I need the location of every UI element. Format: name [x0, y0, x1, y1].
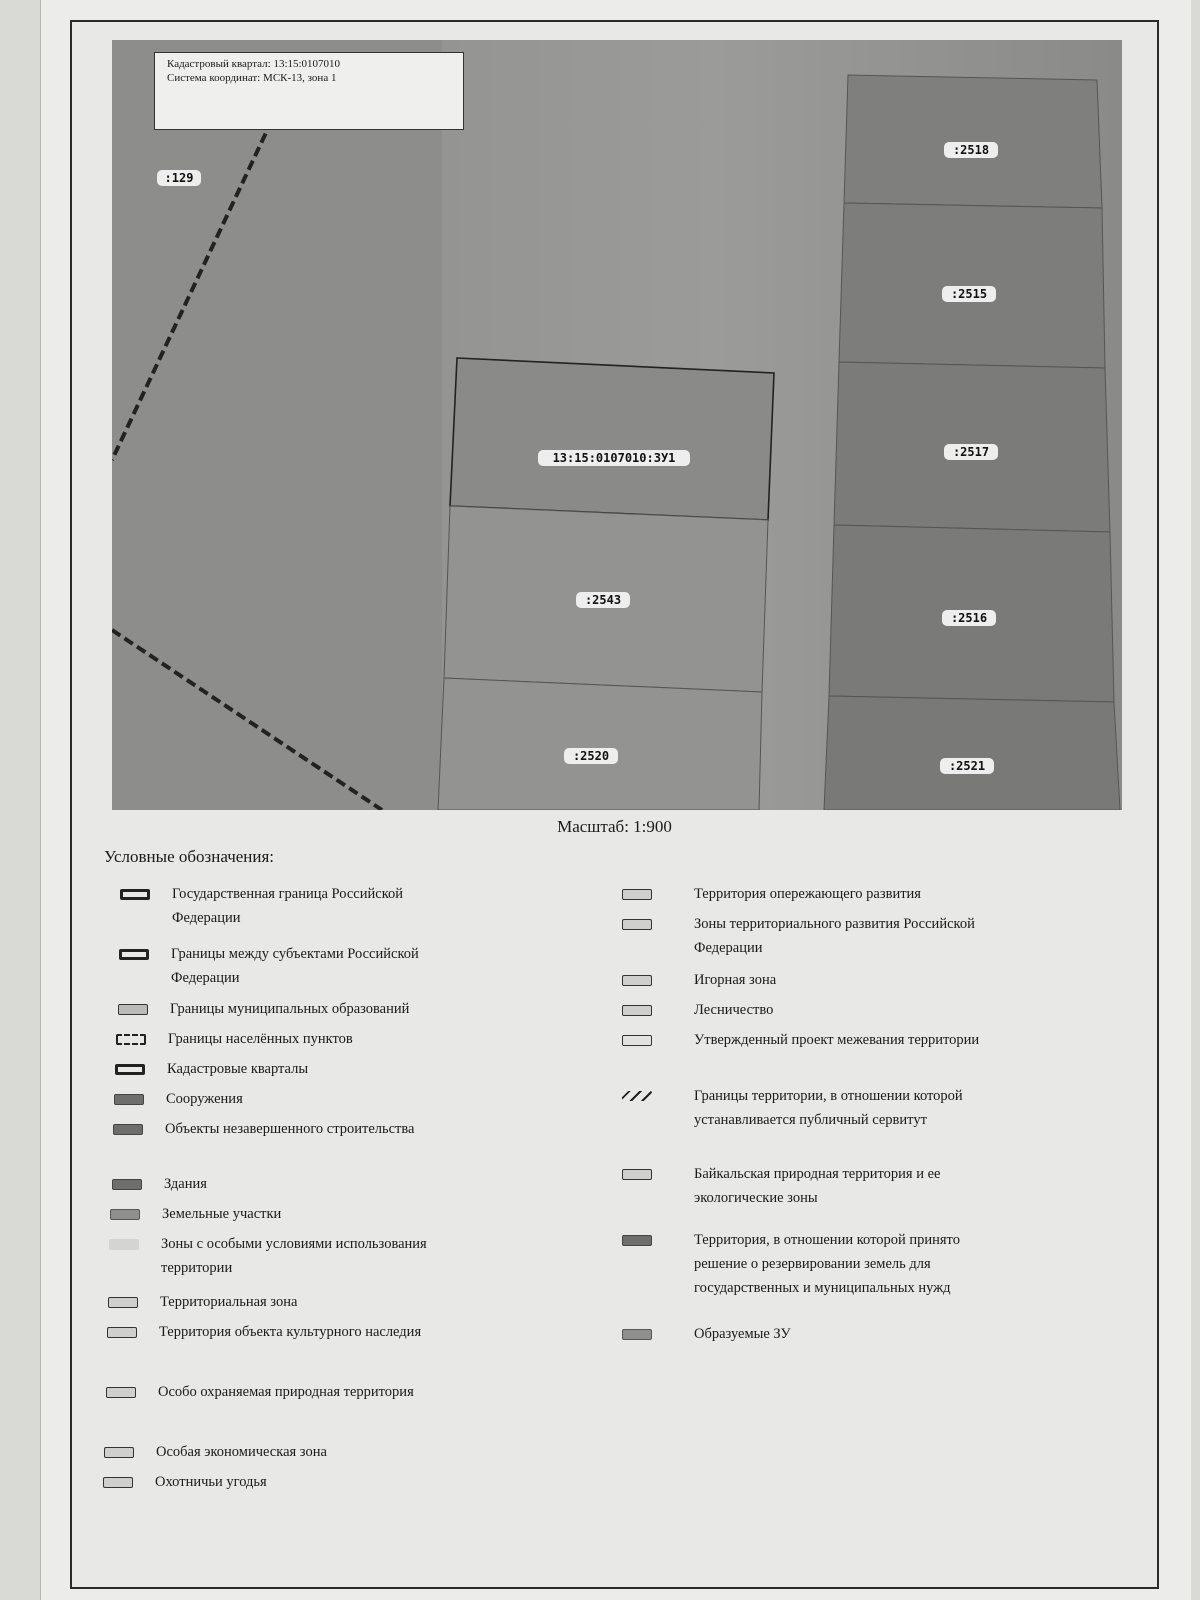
legend-label-right-6: Байкальская природная территория и ее экологические зоны — [694, 1166, 941, 1206]
legend-symbol-left-4 — [115, 1064, 145, 1075]
svg-text::2520: :2520 — [572, 749, 610, 763]
legend-symbol-left-7 — [112, 1179, 142, 1190]
legend — [72, 22, 1157, 1587]
svg-text::2543: :2543 — [584, 593, 622, 607]
legend-label-left-0: Государственная граница Российской Федерации — [172, 886, 404, 926]
legend-symbol-right-8 — [622, 1329, 652, 1340]
svg-text::2521: :2521 — [948, 759, 986, 773]
legend-symbol-left-13 — [104, 1447, 134, 1458]
legend-symbol-left-12 — [106, 1387, 136, 1398]
legend-label-left-13: Особая экономическая зона — [156, 1444, 327, 1460]
legend-label-left-9: Зоны с особыми условиями использования территории — [161, 1236, 427, 1276]
legend-label-left-8: Земельные участки — [162, 1206, 282, 1222]
legend-symbol-left-14 — [103, 1477, 133, 1488]
legend-label-left-14: Охотничьи угодья — [155, 1474, 267, 1490]
legend-symbol-left-5 — [114, 1094, 144, 1105]
legend-label-left-12: Особо охраняемая природная территория — [158, 1384, 414, 1400]
legend-label-left-6: Объекты незавершенного строительства — [165, 1121, 415, 1137]
legend-label-left-1: Границы между субъектами Российской Федерации — [171, 946, 419, 986]
legend-symbol-left-2 — [118, 1004, 148, 1015]
legend-symbol-left-11 — [107, 1327, 137, 1338]
svg-text::2518: :2518 — [952, 143, 990, 157]
svg-text::2517: :2517 — [952, 445, 990, 459]
legend-label-right-7: Территория, в отношении которой принято решение о резервировании земель для государственных и муниципальных нужд — [694, 1232, 960, 1296]
legend-symbol-left-0 — [120, 889, 150, 900]
legend-symbol-left-10 — [108, 1297, 138, 1308]
legend-label-right-5: Границы территории, в отношении которой устанавливается публичный сервитут — [694, 1088, 963, 1128]
legend-symbol-left-8 — [110, 1209, 140, 1220]
coordinate-system: Система координат: МСК-13, зона 1 — [167, 72, 337, 84]
legend-label-left-7: Здания — [164, 1176, 207, 1192]
legend-label-left-10: Территориальная зона — [160, 1294, 298, 1310]
svg-text::129: :129 — [164, 171, 194, 185]
legend-label-right-4: Утвержденный проект межевания территории — [694, 1032, 980, 1048]
legend-label-right-8: Образуемые ЗУ — [694, 1326, 791, 1342]
legend-label-left-4: Кадастровые кварталы — [167, 1061, 309, 1077]
legend-symbol-right-0 — [622, 889, 652, 900]
legend-symbol-right-7 — [622, 1235, 652, 1246]
legend-label-right-1: Зоны территориального развития Российской Федерации — [694, 916, 975, 956]
legend-symbol-right-4 — [622, 1035, 652, 1046]
svg-text::2516: :2516 — [950, 611, 988, 625]
map-document-frame — [70, 20, 1159, 1589]
legend-symbol-right-5 — [622, 1091, 652, 1101]
legend-label-left-5: Сооружения — [166, 1091, 243, 1107]
legend-symbol-left-9 — [109, 1239, 139, 1250]
legend-label-left-2: Границы муниципальных образований — [170, 1001, 410, 1017]
legend-symbol-right-2 — [622, 975, 652, 986]
cadastral-quarter: Кадастровый квартал: 13:15:0107010 — [167, 58, 341, 70]
legend-symbol-right-1 — [622, 919, 652, 930]
legend-symbol-right-3 — [622, 1005, 652, 1016]
legend-label-left-11: Территория объекта культурного наследия — [159, 1324, 422, 1340]
legend-symbol-left-1 — [119, 949, 149, 960]
map-scale: Масштаб: 1:900 — [557, 817, 672, 836]
legend-symbol-left-3 — [116, 1034, 146, 1045]
legend-label-right-2: Игорная зона — [694, 972, 777, 988]
legend-symbol-right-6 — [622, 1169, 652, 1180]
legend-title: Условные обозначения: — [104, 847, 275, 866]
legend-label-right-0: Территория опережающего развития — [694, 886, 921, 902]
legend-symbol-left-6 — [113, 1124, 143, 1135]
svg-text::2515: :2515 — [950, 287, 988, 301]
legend-label-left-3: Границы населённых пунктов — [168, 1031, 353, 1047]
legend-label-right-3: Лесничество — [694, 1002, 774, 1018]
svg-text:13:15:0107010:ЗУ1: 13:15:0107010:ЗУ1 — [552, 451, 676, 465]
